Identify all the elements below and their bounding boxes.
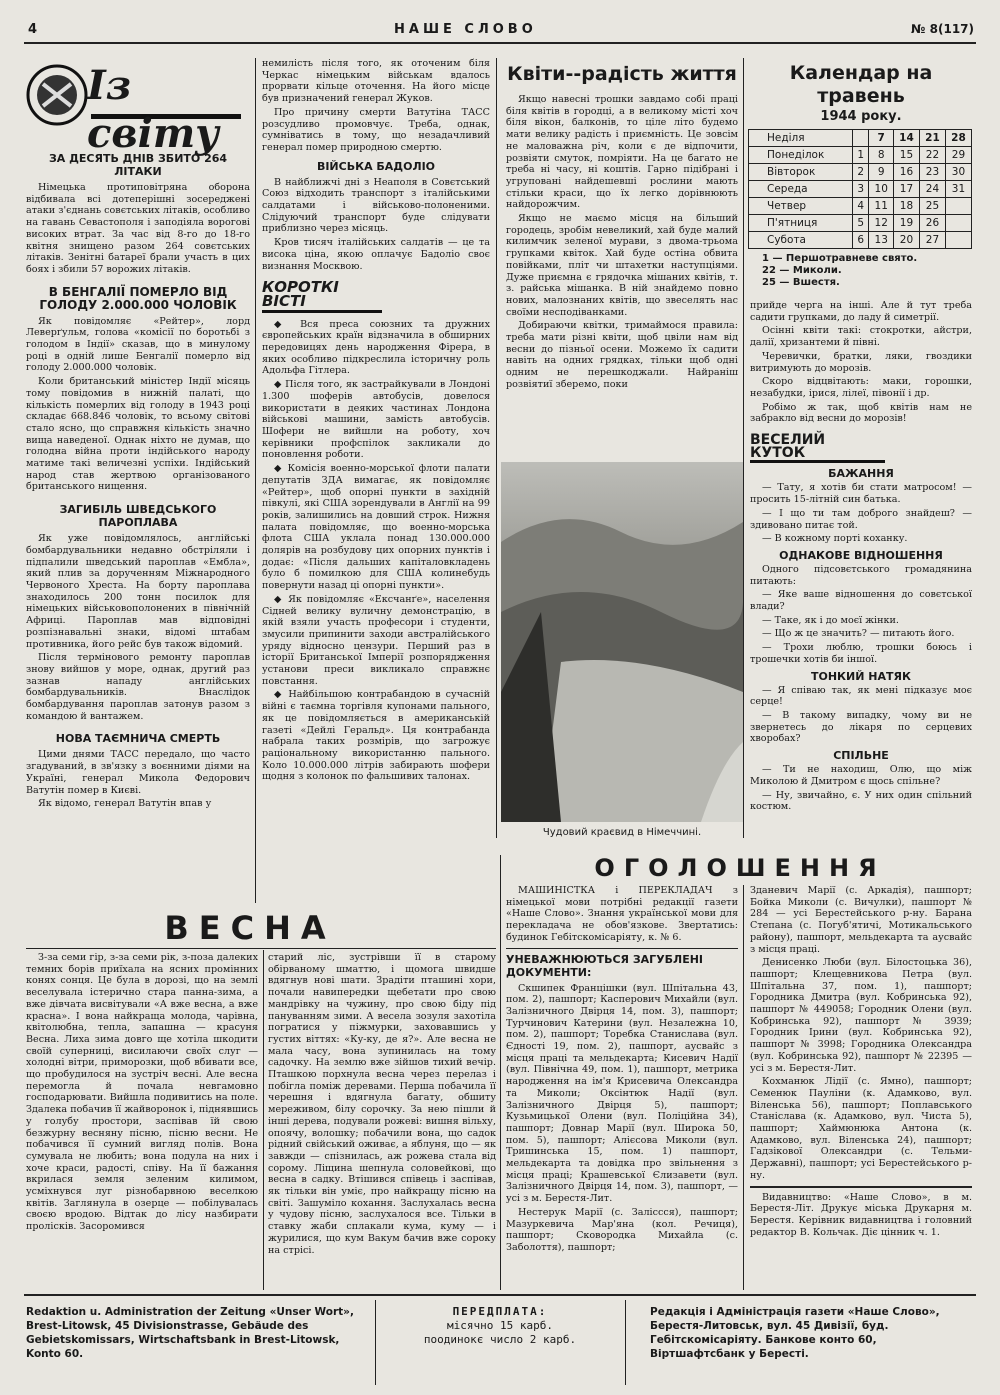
calendar-row <box>749 130 972 147</box>
joke-line: — Тату, я хотів би стати матросом! — просить 15-літній син батька. <box>750 482 972 506</box>
joke-title: ТОНКИЙ НАТЯК <box>811 669 911 683</box>
holiday: 25 — Вшестя. <box>762 277 840 288</box>
issue-number: № 8(117) <box>911 22 974 36</box>
spring-col-1 <box>26 952 258 1235</box>
joke-line: — Що ж це значить? — питають його. <box>762 628 955 640</box>
calendar-date <box>945 232 971 249</box>
calendar-title: Календар на травень <box>789 62 933 107</box>
joke-line: — В кожному порті коханку. <box>762 533 908 545</box>
headline: В БЕНГАЛІЇ ПОМЕРЛО ВІД ГОЛОДУ 2.000.000 ЧОЛОВІК <box>39 284 237 312</box>
diamond-icon: ◆ <box>274 379 286 391</box>
calendar-date: 24 <box>919 181 945 198</box>
photo-caption: Чудовий краєвид в Німеччині. <box>542 827 702 838</box>
news-item: ◆ Вся преса союзних та дружних європейських країн відзначила в обширних передовицях день народження Фірера, в яких особливо підкреслила історичну роль Адольфа Гітлера. <box>262 318 490 377</box>
headline: НОВА ТАЄМНИЧА СМЕРТЬ <box>55 732 221 746</box>
iz-svitu-logo <box>25 62 250 157</box>
calendar-date: 22 <box>919 147 945 164</box>
paper-title: НАШЕ СЛОВО <box>394 22 537 37</box>
calendar-date: 23 <box>919 164 945 181</box>
calendar-row <box>749 164 972 181</box>
footer-divider <box>625 1300 626 1385</box>
column-rule <box>255 58 256 903</box>
calendar-day-name: Субота <box>749 232 853 249</box>
calendar-date: 10 <box>869 181 894 198</box>
footer-divider <box>375 1300 376 1385</box>
column-rule <box>743 58 744 838</box>
paragraph: Черевички, братки, ляки, гвоздики витримують до морозів. <box>750 350 972 374</box>
paragraph: Робімо ж так, щоб квітів нам не забракло від весни до морозів! <box>750 401 972 425</box>
calendar-day-name: Понеділок <box>749 147 853 164</box>
calendar-day-name: П'ятниця <box>749 215 853 232</box>
footer-right: Редакція і Адміністрація газети «Наше Слово», Берестя-Литовськ, вул. 45 Дивізії, буд. Гебітскомісаріяту. Банкове конто 60, Віртшафтсбанк у Бересті. <box>650 1306 940 1360</box>
lost-list: Зданевич Марії (с. Аркадія), пашпорт; Бойка Миколи (с. Вичулки), пашпорт № 284 — усі Берестейського р-ну. Барана Степана (с. Погуб'ятичі, Мотикальського району), пашпорт, мельдекарта та аусвайс з місця праці. <box>750 885 972 955</box>
footer-rule <box>24 1294 976 1296</box>
headline: ЗА ДЕСЯТЬ ДНІВ ЗБИТО 264 ЛІТАКИ <box>48 152 228 178</box>
header-rule <box>24 42 976 44</box>
page-number: 4 <box>28 22 38 37</box>
calendar-date: 11 <box>869 198 894 215</box>
diamond-icon: ◆ <box>274 593 289 605</box>
diamond-icon: ◆ <box>274 463 288 475</box>
joke-title: СПІЛЬНЕ <box>833 749 889 763</box>
calendar-date: 2 <box>853 164 869 181</box>
calendar-date: 5 <box>853 215 869 232</box>
calendar-day-name: Четвер <box>749 198 853 215</box>
calendar-date: 16 <box>893 164 919 181</box>
joke <box>750 764 972 813</box>
news-item: ◆ Після того, як застрайкували в Лондоні 1.300 шоферів автобусів, довелося використати в деяких частинах Лондона військові машини, замість автобусів. Шофери не вийшли на роботу, хоч керівники профспілок закликали до поновлення роботи. <box>262 379 490 461</box>
paragraph: Як повідомляє «Рейтер», лорд Леверґульм, голова «комісії по боротьбі з голодом в Індії» сказав, що в минулому році в одній лише Бенгалії померло від голоду 2.000.000 чоловік. <box>26 315 250 374</box>
paragraph: З-за семи гір, з-за семи рік, з-поза далеких темних борів приїхала на ясних промінних конях сонця. Це була в дорозі, що на землі веселувала істерично стара панна-зима, а вже дівчата висвітували «А вже весна, а вже красна». І вона найкраща молода, чарівна, квітолюбна, тепла, запашна — красуня Весна. Лиха зима довго ще хотіла шкодити своїй суперниці, висилаючи своїх слуг — холодні вітри, приморозки, щоб вбивати все, що пробудилося на зустріч весні. Але весна перемогла й почала невгамовно господарювати. Вийшла подивитись на поле. Здалека побачив її жайворонок і, піднявшись у голубу простори, заспівав їй свою безжурну весняну пісню, пісню весни. Не побачився її сумний вигляд полів. Вона сумувала не любить; вона подула на них і хоче краси, радості, співу. На її бажання вкрилася земля зеленим килимом, усміхнувся луг різнобарвною веселкою квітів. Заглянула в озерце — побілувалась своєю вродою. Відтак до лісу назбирати пролісків. Засоромився <box>26 952 258 1233</box>
lost-list: Нестерук Марії (с. Заліссся), пашпорт; Мазуркевича Мар'яна (кол. Речиця), пашпорт; Сковородка Михайла (с. Заболоття), пашпорт; <box>506 1206 738 1253</box>
holiday: 1 — Першотравневе свято. <box>762 253 918 264</box>
calendar-date: 21 <box>919 130 945 147</box>
calendar-date: 13 <box>869 232 894 249</box>
calendar-day-name: Вівторок <box>749 164 853 181</box>
joke-line: — В такому випадку, чому ви не звернетесь до лікаря по серцевих хворобах? <box>750 709 972 745</box>
calendar-date: 26 <box>919 215 945 232</box>
calendar-date: 31 <box>945 181 971 198</box>
joke-line: — Таке, як і до моєї жінки. <box>762 614 899 626</box>
paragraph: старий ліс, зустрівши її в старому обірваному шматтю, і щомога швидше вдягнув нові шати. Зрадіти пташині хори, почали навипередки щебетати про свою мандрівку на чужину, про свою біду під пануванням зими. А весела зозуля захотіла погратися у піжмурки, заховавшись у густих віттях: «Ку-ку, де я?». Але весна не мала часу, вона зупинилась на тому садочку. На землю вже зійшов тихий вечір. Пташкою порхнула весна через перелаз і побігла поміж деревами. Перша побачила її черешня і вдягнула багату, обшиту мереживом, білу сорочку. За нею пішли й інші дерева, подували рожеві: вишня вільху, опоячу, волошку; побачили вона, що садок рідний свійський оживає, а яблуня, що — як завжди — спізнилась, аж рожева стала від сорому. Ліщина шепнула соловейкові, що весна в садку. Втішився співець і заспівав, як тільки він уміє, про найкращу пісню на світі. Зашуміло кохання. Заслухалась весна у чудову пісню, заслухалося все. Тільки в ставку жаби сплакали кума, куму — і журилися, що кум Вакум бачив вже сороку на стрісі. <box>268 952 496 1256</box>
paragraph: прийде черга на інші. Але й тут треба садити групками, до ладу й симетрії. <box>750 300 972 323</box>
iz-svitu-title: Із світу <box>87 62 220 157</box>
fun-heading: ВЕСЕЛИЙ КУТОК <box>750 435 885 463</box>
calendar-year: 1944 року. <box>820 109 902 124</box>
joke <box>750 564 972 666</box>
paragraph: Після термінового ремонту пароплав знову вийшов у море, однак, другий раз зазнав нападу англійських бомбардувальників. Внаслідок бомбардування пароплав затонув разом з командою й вантажем. <box>26 652 250 722</box>
calendar-row <box>749 215 972 232</box>
calendar-date: 30 <box>945 164 971 181</box>
page-header <box>24 20 976 40</box>
paragraph: Добираючи квітки, тримаймося правила: треба мати різні квіти, щоб цвіли нам від весни до пізньої осени. Можемо їх садити навіть на одних грядках, тільки щоб одні одним не перешкоджали. Найраніш розвіятиї зберемо, поки <box>506 320 738 390</box>
paragraph: Осінні квіти такі: стокротки, айстри, далії, хризантеми й півні. <box>750 325 972 349</box>
paragraph: Коли британський міністер Індії місяць тому повідомив в нижній палаті, що кількість померлих від голоду в 1943 році складає 668.846 чоловік, то всьому світові стало ясно, що справжня кількість значно вища наведеної. Однак ніхто не думав, що голодна війна проти індійського народу матиме такі величезні успіхи. Індійський народ став жертвою організованого британського нищення. <box>26 376 250 493</box>
calendar-date: 7 <box>869 130 894 147</box>
diamond-icon: ◆ <box>274 318 301 330</box>
flowers-article <box>506 62 738 393</box>
paragraph: Німецька протиповітряна оборона відбивала всі дотеперішні зосереджені атаки з'єднань совєтських літаків, особливо на гавань Севастополя і заподіяла ворогові високих втрат. За час від 8-го до 18-го квітня знищено разом 264 совєтських літаків. Зенітні батареї брали участь в цих боях і збили 57 ворожих літаків. <box>26 182 250 275</box>
calendar-row <box>749 198 972 215</box>
calendar-date: 3 <box>853 181 869 198</box>
subscription-monthly: місячно 15 карб. <box>447 1319 553 1332</box>
calendar-date: 27 <box>919 232 945 249</box>
lost-list: Денисенко Люби (вул. Білостоцька 36), пашпорт; Клещевникова Петра (вул. Шпітальна 37, пом. 1), пашпорт; Городника Дмитра (вул. Кобринська 92), пашпорт № 449058; Городник Олени (вул. Кобринська 92), пашпорт № 3939; Городник Ірини (вул. Кобринська 92), пашпорт № 3998; Городника Олександра (вул. Кобринська 92), пашпорт № 22395 — усі з м. Берестя-Лит. <box>750 957 972 1074</box>
spring-title: ВЕСНА <box>164 909 336 947</box>
subscription-title: ПЕРЕДПЛАТА: <box>452 1305 548 1318</box>
paragraph: Як уже повідомлялось, англійські бомбардувальники недавно обстріляли і підпалили шведський пароплав «Ембла», який плив за дорученням Міжнародного Червоного Хреста. На борту пароплава знаходилось 200 тонн посилок для німецьких військовополонених в північній Африці. Пароплав мав відповідні розпізнавальні знаки, відомі штабам противника, його рейс був також відомий. <box>26 533 250 650</box>
publisher-note: Видавництво: «Наше Слово», в м. Берестя-Літ. Друкує міська Друкарня м. Берестя. Керівник видавництва і головний редактор В. Кольчак. Діє цінник ч. 1. <box>750 1191 972 1238</box>
paragraph: Скоро відцвітають: маки, горошки, незабудки, ірися, лілеї, півонії і др. <box>750 376 972 399</box>
calendar-row <box>749 181 972 198</box>
calendar-date: 8 <box>869 147 894 164</box>
paragraph: Цими днями ТАСС передало, що часто згадуваний, в зв'язку з воєнними діями на Україні, генерал Микола Федорович Ватутін помер в Києві. <box>26 749 250 796</box>
headline: ЗАГИБІЛЬ ШВЕДСЬКОГО ПАРОПЛАВА <box>59 503 217 530</box>
paragraph: В найближчі дні з Неаполя в Совєтський Союз відходить транспорт з італійськими салдатами і військово-полоненими. Слідуючий транспорт буде слідувати приблизно через місяць. <box>262 176 490 235</box>
diamond-icon: ◆ <box>274 689 289 701</box>
column-rule <box>496 58 497 838</box>
calendar-date: 14 <box>893 130 919 147</box>
subscription <box>380 1305 620 1347</box>
flowers-title: Квіти--радість життя <box>507 63 737 85</box>
calendar-row <box>749 232 972 249</box>
calendar-date: 4 <box>853 198 869 215</box>
column-rule <box>263 950 264 1290</box>
calendar-date: 12 <box>869 215 894 232</box>
news-item: ◆ Найбільшою контрабандою в сучасній війні є таємна торгівля купонами пального, як це повідомляється в американській газеті «Дейлі Геральд». Ця контрабанда набрала таких розмірів, що загрожує раціональному використанню пального. Коло 10.000.000 літрів забирають шофери щодня з колонок по фальшивих талонах. <box>262 689 490 783</box>
calendar-date: 19 <box>893 215 919 232</box>
joke-title: БАЖАННЯ <box>828 467 894 481</box>
footer-left: Redaktion u. Administration der Zeitung «Unser Wort», Brest-Litowsk, 45 Divisionstrasse, Gebäude des Gebietskomissars, Wirtschaftsbank in Brest-Litowsk, Konto 60. <box>26 1306 354 1360</box>
landscape-photo <box>501 462 743 822</box>
calendar-date: 15 <box>893 147 919 164</box>
job-ad: МАШИНІСТКА і ПЕРЕКЛАДАЧ з німецької мови потрібні редакції газети «Наше Слово». Знання української мови для перекладача не обов'язкове. Звертатись: будинок Гебітскомісаріяту, к. № 6. <box>506 885 738 943</box>
calendar-date <box>853 130 869 147</box>
calendar-day-name: Середа <box>749 181 853 198</box>
joke-line: — Яке ваше відношення до совєтської влади? <box>750 589 972 613</box>
paragraph: Кров тисяч італійських салдатів — це та висока ціна, якою оплачує Бадоліо своє визнання Москвою. <box>262 237 490 272</box>
spring-rule <box>26 948 496 949</box>
calendar-day-name: Неділя <box>749 130 853 147</box>
joke-line: — Ну, звичайно, є. У них один спільний костюм. <box>750 789 972 813</box>
column-rule <box>500 855 501 1290</box>
calendar <box>748 62 974 289</box>
joke-line: — Я співаю так, як мені підказує моє серце! <box>750 684 972 708</box>
paragraph: Якщо навесні трошки завдамо собі праці біля квітів в городці, а в великому місті хоч біля вікон, балконів, то ціле літо будемо мати велику радість і приємність. Це зовсім не маловажна річ, коли є де відпочити, розвіяти смуток, помріяти. На це багато не треба ні часу, ні коштів. Гарно підібрані і угруповані найдешевші рослини мають стільки краси, що їх легко дорівнюють найдорожчим. <box>506 94 738 211</box>
flowers-continued <box>750 300 972 815</box>
ad-rule <box>506 948 738 949</box>
ad-rule <box>750 1186 972 1188</box>
subscription-single: поодинокє число 2 карб. <box>423 1333 577 1346</box>
joke <box>750 685 972 746</box>
calendar-date: 18 <box>893 198 919 215</box>
column-1 <box>26 146 250 812</box>
joke-line: — Ти не находиш, Олю, що між Миколою й Дмитром є щось спільне? <box>750 764 972 787</box>
paragraph: немилість після того, як оточеним біля Черкас німецьким військам вдалось прорвати кільце оточення. На його місце був призначений генерал Жуков. <box>262 58 490 105</box>
joke-line: — І що ти там доброго знайдеш? — здивовано питає той. <box>750 507 972 531</box>
joke-line: — Трохи люблю, трошки боюсь і трошечки хотів би іншої. <box>750 642 972 665</box>
calendar-date: 28 <box>945 130 971 147</box>
lost-docs-title: УНЕВАЖНЮЮТЬСЯ ЗАГУБЛЕНІ ДОКУМЕНТИ: <box>506 952 704 979</box>
joke-line: Одного підсовєтського громадянина питають: <box>750 563 972 587</box>
joke <box>750 482 972 545</box>
calendar-date: 17 <box>893 181 919 198</box>
headline: ВІЙСЬКА БАДОЛІО <box>316 159 436 173</box>
short-news-heading: КОРОТКІ ВІСТІ <box>262 282 382 312</box>
column-rule <box>743 885 744 1290</box>
column-2 <box>262 58 490 785</box>
calendar-date: 29 <box>945 147 971 164</box>
calendar-row <box>749 147 972 164</box>
holiday: 22 — Миколи. <box>762 265 842 276</box>
ads-col-2 <box>750 885 972 1240</box>
calendar-table <box>748 129 972 249</box>
paragraph: Як відомо, генерал Ватутін впав у <box>38 798 212 810</box>
calendar-date <box>945 198 971 215</box>
paragraph: Якщо не маємо місця на більший городець, зробім невеликий, хай буде малий килимчик зеленої мурави, з двома-трьома групками квіток. Хай буде остіна обвита повійками, пліт чи штахетки наступціями. Дуже приємна є грядочка мішаних квітів, т. з. райська мішанка. В ній знайдемо повно нових, малознаних квітів, що звеселять нас своїми несподіванками. <box>506 213 738 318</box>
calendar-date <box>945 215 971 232</box>
calendar-date: 20 <box>893 232 919 249</box>
calendar-date: 25 <box>919 198 945 215</box>
paragraph: Про причину смерти Ватутіна ТАСС розсудливо промовчує. Треба, однак, сумніватись в тому, що незадачливий генерал помер природною смертю. <box>262 106 490 153</box>
news-item: ◆ Комісія военно-морської флоти палати депутатів ЗДА вимагає, як повідомляє «Рейтер», щоб опорні пункти в західній півкулі, які США зорендували в Англії на 99 років, залишились на довший строк. Нижня палата повідомляє, що военно-морська флота США уклала понад 130.000.000 долярів на розбудову цих опорних пунктів і додає: «Після дальших капіталовкладень було б помилкою для США колинебудь повернути назад ці опорні пункти». <box>262 463 491 592</box>
calendar-date: 1 <box>853 147 869 164</box>
ads-title: ОГОЛОШЕННЯ <box>594 854 886 882</box>
spring-col-2 <box>268 952 496 1258</box>
lost-list: Кохманюк Лідії (с. Ямно), пашпорт; Семенюк Пауліни (к. Адамково, вул. Віленська 56), пашпорт; Поплавського Станіслава (к. Адамково, вул. Чиста 5), пашпорт; Хаймюнюка Антона (к. Адамково, вул. Віленська 24), пашпорт; Гадзікової Олександри (с. Тельми-Державні), пашпорт; усі Берестейського р-ну. <box>750 1076 972 1181</box>
lost-list: Скшипек Францішки (вул. Шпітальна 43, пом. 2), пашпорт; Касперович Михайли (вул. Залізничного Двірця 14, пом. 3), пашпорт; Турчинович Катерини (вул. Незалежна 10, пом. 2), пашпорт; Торебка Станислава (вул. Єдності 19, пом. 2), пашпорт, аусвайс з місця праці та мельдекарта; Кисевич Надії (вул. Північна 49, пом. 1), пашпорт, метрика народження на ім'я Крисевича Олександра та Миколи; Оксінтюк Надії (вул. Залізничного Двірця 5), пашпорт; Кузьмицької Олени (вул. Поліційна 34), пашпорт; Довнар Марії (вул. Широка 50, пом. 5), пашпорт; Алієсова Миколи (вул. Тришинська 15, пом. 1) пашпорт, мельдекарта та довідка про звільнення з місця праці; Крашевської Єлизавети (вул. Залізничного Двірця 14, пом. 3), пашпорт, — усі з м. Берестя-Лит. <box>506 982 738 1205</box>
news-item: ◆ Як повідомляє «Ексчанґе», населення Сідней велику вуличну демонстрацію, в якій взяли участь професори і студенти, змусили припинити заходи австралійського уряду відносно цензури. Перший раз в історії Британської Імперії розпорядження установи преси викликало справжнє повстання. <box>262 593 490 687</box>
calendar-date: 6 <box>853 232 869 249</box>
calendar-date: 9 <box>869 164 894 181</box>
ads-col-1 <box>506 885 738 1256</box>
joke-title: ОДНАКОВЕ ВІДНОШЕННЯ <box>779 548 943 562</box>
landscape-image <box>501 462 743 822</box>
